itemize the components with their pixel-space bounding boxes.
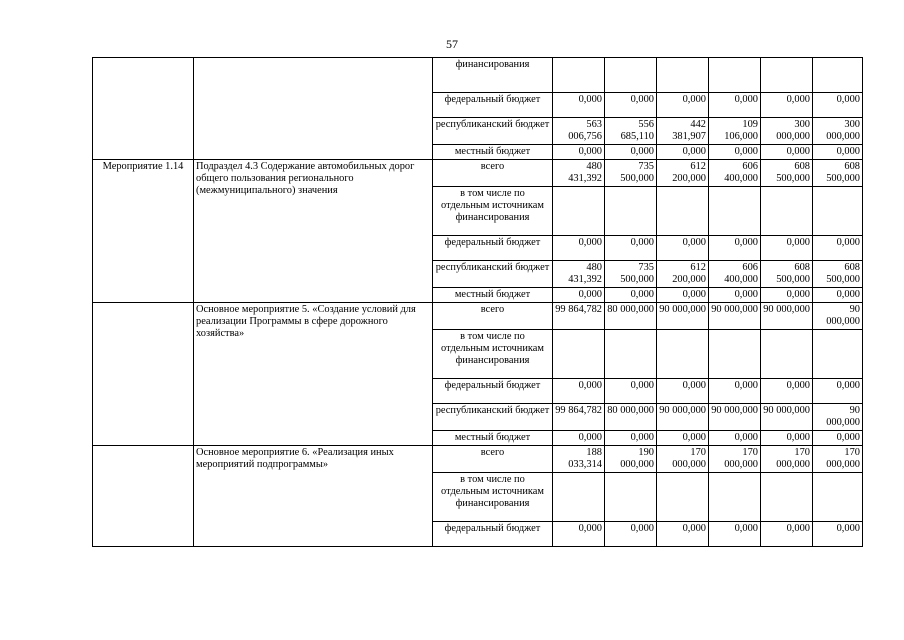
amount-cell: 90 000,000	[657, 303, 709, 330]
measure-code-cell	[93, 58, 194, 160]
measure-title-cell: Основное мероприятие 6. «Реализация иных мероприятий подпрограммы»	[194, 446, 433, 547]
amount-cell: 0,000	[657, 431, 709, 446]
amount-cell	[657, 330, 709, 379]
amount-cell	[605, 473, 657, 522]
amount-cell: 0,000	[553, 379, 605, 404]
amount-cell: 90 000,000	[657, 404, 709, 431]
amount-cell: 0,000	[761, 288, 813, 303]
amount-cell: 0,000	[813, 288, 863, 303]
amount-cell: 0,000	[553, 93, 605, 118]
amount-cell: 0,000	[657, 288, 709, 303]
amount-cell	[657, 187, 709, 236]
amount-cell: 0,000	[605, 431, 657, 446]
amount-cell: 170 000,000	[813, 446, 863, 473]
amount-cell: 0,000	[605, 236, 657, 261]
amount-cell: 0,000	[813, 431, 863, 446]
amount-cell	[553, 473, 605, 522]
funding-source-cell: всего	[433, 160, 553, 187]
amount-cell	[761, 473, 813, 522]
funding-source-cell: в том числе по отдельным источникам финансирования	[433, 187, 553, 236]
amount-cell: 0,000	[709, 93, 761, 118]
measure-title-cell: Подраздел 4.3 Содержание автомобильных дорог общего пользования регионального (межмуниципального) значения	[194, 160, 433, 303]
amount-cell	[761, 58, 813, 93]
amount-cell	[605, 330, 657, 379]
amount-cell: 80 000,000	[605, 303, 657, 330]
amount-cell: 300 000,000	[813, 118, 863, 145]
amount-cell: 608 500,000	[813, 160, 863, 187]
amount-cell: 0,000	[605, 379, 657, 404]
amount-cell: 0,000	[761, 431, 813, 446]
amount-cell	[761, 330, 813, 379]
amount-cell: 480 431,392	[553, 160, 605, 187]
table-row	[93, 160, 863, 187]
amount-cell: 612 200,000	[657, 160, 709, 187]
amount-cell	[709, 187, 761, 236]
amount-cell	[813, 473, 863, 522]
amount-cell: 0,000	[553, 236, 605, 261]
amount-cell: 612 200,000	[657, 261, 709, 288]
measure-code-cell: Мероприятие 1.14	[93, 160, 194, 303]
amount-cell: 556 685,110	[605, 118, 657, 145]
amount-cell: 90 000,000	[761, 303, 813, 330]
amount-cell: 90 000,000	[761, 404, 813, 431]
amount-cell: 0,000	[761, 236, 813, 261]
amount-cell	[761, 187, 813, 236]
amount-cell: 0,000	[761, 379, 813, 404]
amount-cell: 190 000,000	[605, 446, 657, 473]
table-row	[93, 58, 863, 93]
page-number: 57	[446, 37, 458, 51]
funding-source-cell: республиканский бюджет	[433, 404, 553, 431]
amount-cell: 0,000	[553, 288, 605, 303]
amount-cell: 90 000,000	[813, 404, 863, 431]
amount-cell: 80 000,000	[605, 404, 657, 431]
amount-cell: 0,000	[813, 145, 863, 160]
amount-cell	[657, 473, 709, 522]
amount-cell	[553, 187, 605, 236]
funding-source-cell: местный бюджет	[433, 288, 553, 303]
amount-cell: 99 864,782	[553, 303, 605, 330]
amount-cell: 563 006,756	[553, 118, 605, 145]
amount-cell: 170 000,000	[657, 446, 709, 473]
funding-source-cell: в том числе по отдельным источникам финансирования	[433, 330, 553, 379]
amount-cell: 0,000	[657, 379, 709, 404]
funding-source-cell: в том числе по отдельным источникам финансирования	[433, 473, 553, 522]
funding-source-cell: финансирования	[433, 58, 553, 93]
amount-cell: 0,000	[605, 145, 657, 160]
funding-source-cell: всего	[433, 303, 553, 330]
amount-cell: 0,000	[813, 379, 863, 404]
funding-source-cell: республиканский бюджет	[433, 118, 553, 145]
amount-cell: 109 106,000	[709, 118, 761, 145]
amount-cell: 0,000	[553, 431, 605, 446]
amount-cell	[553, 330, 605, 379]
amount-cell: 0,000	[657, 93, 709, 118]
amount-cell: 442 381,907	[657, 118, 709, 145]
amount-cell: 0,000	[813, 522, 863, 547]
amount-cell	[553, 58, 605, 93]
amount-cell	[813, 330, 863, 379]
amount-cell	[813, 187, 863, 236]
amount-cell: 0,000	[709, 236, 761, 261]
amount-cell: 0,000	[605, 522, 657, 547]
amount-cell: 606 400,000	[709, 160, 761, 187]
amount-cell: 606 400,000	[709, 261, 761, 288]
amount-cell: 0,000	[761, 145, 813, 160]
amount-cell	[813, 58, 863, 93]
amount-cell: 90 000,000	[709, 404, 761, 431]
amount-cell: 170 000,000	[709, 446, 761, 473]
amount-cell	[709, 473, 761, 522]
amount-cell: 0,000	[761, 522, 813, 547]
funding-source-cell: всего	[433, 446, 553, 473]
funding-source-cell: федеральный бюджет	[433, 522, 553, 547]
amount-cell: 0,000	[605, 288, 657, 303]
amount-cell	[657, 58, 709, 93]
measure-code-cell	[93, 303, 194, 446]
amount-cell: 0,000	[657, 522, 709, 547]
amount-cell: 480 431,392	[553, 261, 605, 288]
amount-cell: 608 500,000	[813, 261, 863, 288]
amount-cell: 0,000	[657, 145, 709, 160]
measure-title-cell	[194, 58, 433, 160]
amount-cell: 0,000	[709, 379, 761, 404]
amount-cell: 188 033,314	[553, 446, 605, 473]
funding-source-cell: федеральный бюджет	[433, 236, 553, 261]
funding-source-cell: федеральный бюджет	[433, 379, 553, 404]
funding-source-cell: местный бюджет	[433, 145, 553, 160]
amount-cell: 90 000,000	[709, 303, 761, 330]
amount-cell: 0,000	[709, 288, 761, 303]
amount-cell: 170 000,000	[761, 446, 813, 473]
amount-cell: 0,000	[813, 236, 863, 261]
funding-source-cell: федеральный бюджет	[433, 93, 553, 118]
budget-table	[92, 57, 863, 547]
measure-code-cell	[93, 446, 194, 547]
amount-cell: 0,000	[553, 145, 605, 160]
amount-cell	[605, 58, 657, 93]
table-row	[93, 446, 863, 473]
amount-cell: 0,000	[709, 522, 761, 547]
amount-cell: 0,000	[709, 431, 761, 446]
amount-cell: 99 864,782	[553, 404, 605, 431]
amount-cell: 735 500,000	[605, 160, 657, 187]
amount-cell	[709, 58, 761, 93]
amount-cell: 608 500,000	[761, 160, 813, 187]
amount-cell: 0,000	[553, 522, 605, 547]
amount-cell: 608 500,000	[761, 261, 813, 288]
amount-cell: 735 500,000	[605, 261, 657, 288]
amount-cell	[709, 330, 761, 379]
amount-cell: 0,000	[709, 145, 761, 160]
amount-cell: 0,000	[657, 236, 709, 261]
funding-source-cell: местный бюджет	[433, 431, 553, 446]
amount-cell: 300 000,000	[761, 118, 813, 145]
amount-cell: 0,000	[605, 93, 657, 118]
funding-source-cell: республиканский бюджет	[433, 261, 553, 288]
measure-title-cell: Основное мероприятие 5. «Создание условий для реализации Программы в сфере дорожного хозяйства»	[194, 303, 433, 446]
table-row	[93, 303, 863, 330]
amount-cell	[605, 187, 657, 236]
amount-cell: 90 000,000	[813, 303, 863, 330]
amount-cell: 0,000	[813, 93, 863, 118]
amount-cell: 0,000	[761, 93, 813, 118]
